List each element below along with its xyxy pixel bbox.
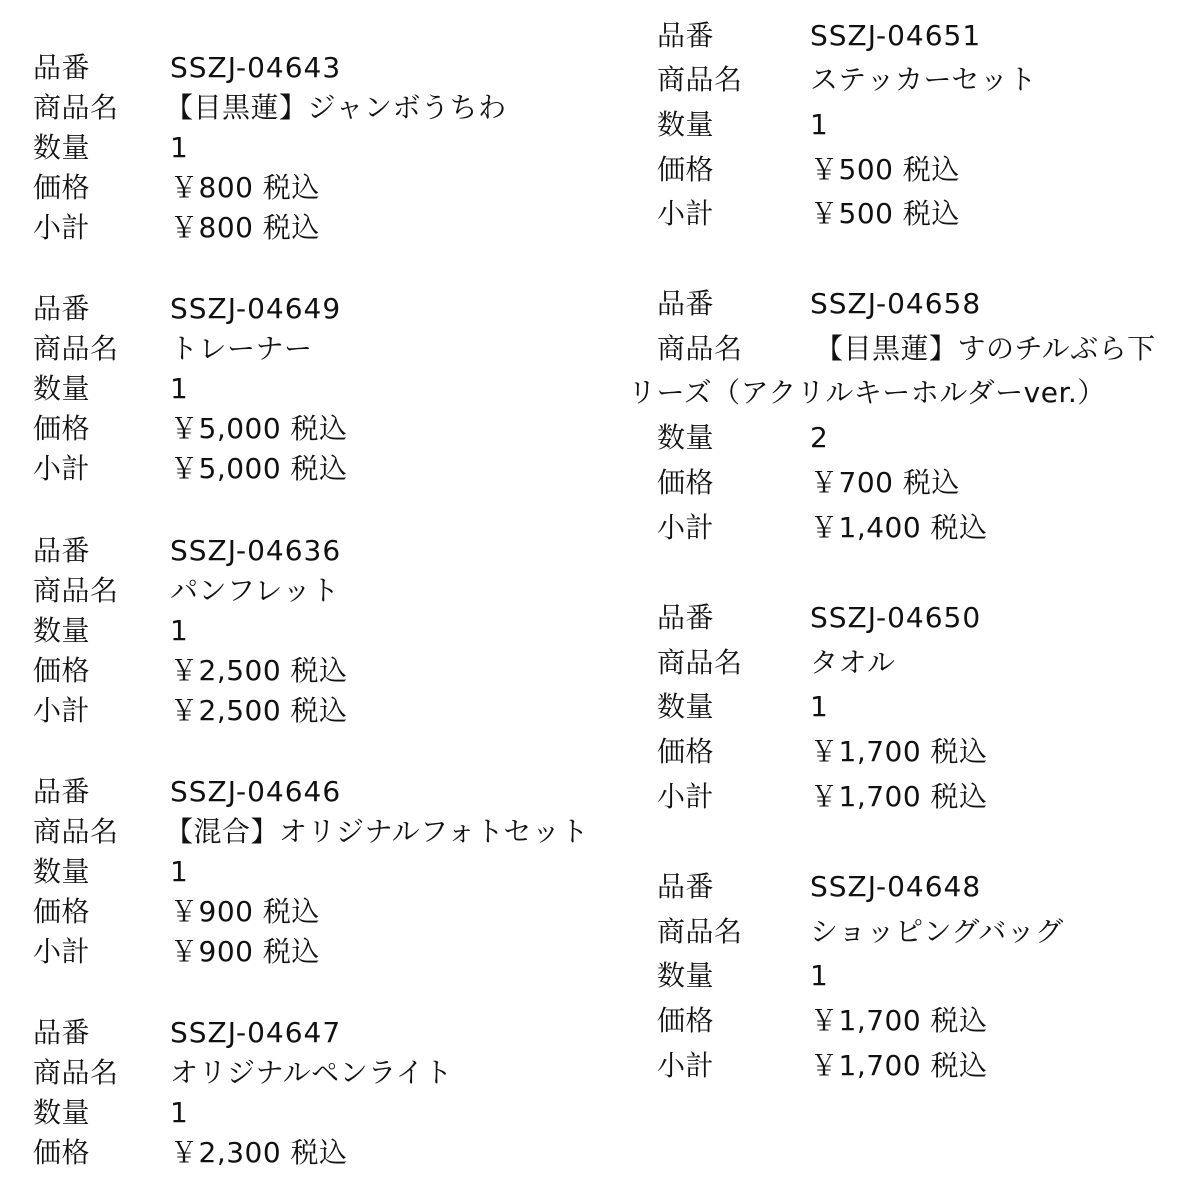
- product-name-value: トレーナー: [170, 332, 313, 365]
- item-number-label: 品番: [33, 292, 91, 325]
- quantity-value: 2: [810, 421, 829, 454]
- subtotal-label: 小計: [657, 1049, 715, 1082]
- quantity-label: 数量: [657, 108, 715, 141]
- price-label: 価格: [657, 153, 715, 186]
- item-number-label: 品番: [657, 601, 715, 634]
- item-number-label: 品番: [657, 870, 715, 903]
- product-name-label: 商品名: [33, 815, 119, 848]
- item-number-value: SSZJ-04636: [170, 534, 342, 567]
- quantity-value: 1: [170, 372, 189, 405]
- item-number-value: SSZJ-04646: [170, 775, 342, 808]
- price-label: 価格: [657, 1004, 715, 1037]
- price-label: 価格: [33, 654, 91, 687]
- price-value: ￥2,300 税込: [170, 1136, 348, 1169]
- item-number-value: SSZJ-04648: [810, 870, 982, 903]
- quantity-label: 数量: [657, 690, 715, 723]
- item-number-label: 品番: [33, 534, 91, 567]
- item-number-value: SSZJ-04650: [810, 601, 982, 634]
- quantity-label: 数量: [657, 959, 715, 992]
- item-number-label: 品番: [33, 1016, 91, 1049]
- quantity-label: 数量: [33, 855, 91, 888]
- product-name-value: オリジナルペンライト: [170, 1056, 453, 1089]
- subtotal-label: 小計: [33, 211, 91, 244]
- product-name-label: 商品名: [657, 63, 743, 96]
- item-number-label: 品番: [33, 775, 91, 808]
- subtotal-value: ￥900 税込: [170, 935, 320, 968]
- item-number-label: 品番: [33, 51, 91, 84]
- product-name-value: 【目黒蓮】ジャンボうちわ: [165, 91, 507, 124]
- subtotal-label: 小計: [657, 511, 715, 544]
- quantity-value: 1: [170, 1096, 189, 1129]
- subtotal-value: ￥1,400 税込: [810, 511, 988, 544]
- price-label: 価格: [33, 895, 91, 928]
- subtotal-value: ￥5,000 税込: [170, 452, 348, 485]
- quantity-value: 1: [810, 108, 829, 141]
- price-value: ￥500 税込: [810, 153, 960, 186]
- product-name-label: 商品名: [657, 332, 743, 365]
- product-name-label: 商品名: [33, 332, 119, 365]
- subtotal-label: 小計: [657, 197, 715, 230]
- product-name-value: パンフレット: [170, 574, 340, 607]
- quantity-label: 数量: [33, 372, 91, 405]
- price-value: ￥2,500 税込: [170, 654, 348, 687]
- price-value: ￥700 税込: [810, 466, 960, 499]
- subtotal-label: 小計: [33, 935, 91, 968]
- quantity-value: 1: [810, 690, 829, 723]
- price-value: ￥900 税込: [170, 895, 320, 928]
- item-number-value: SSZJ-04651: [810, 19, 982, 52]
- price-value: ￥5,000 税込: [170, 412, 348, 445]
- quantity-label: 数量: [33, 614, 91, 647]
- quantity-label: 数量: [657, 421, 715, 454]
- price-label: 価格: [657, 466, 715, 499]
- product-name-value: ステッカーセット: [810, 63, 1037, 96]
- subtotal-label: 小計: [657, 780, 715, 813]
- product-name-value: ショッピングバッグ: [810, 915, 1064, 948]
- subtotal-value: ￥800 税込: [170, 211, 320, 244]
- quantity-value: 1: [170, 855, 189, 888]
- product-name-value: タオル: [810, 646, 896, 679]
- product-name-value-line2: リーズ（アクリルキーホルダーver.）: [628, 376, 1106, 409]
- subtotal-label: 小計: [33, 452, 91, 485]
- subtotal-value: ￥2,500 税込: [170, 694, 348, 727]
- price-value: ￥800 税込: [170, 171, 320, 204]
- product-name-label: 商品名: [33, 574, 119, 607]
- product-name-label: 商品名: [33, 91, 119, 124]
- price-label: 価格: [33, 412, 91, 445]
- item-number-value: SSZJ-04658: [810, 287, 982, 320]
- subtotal-value: ￥500 税込: [810, 197, 960, 230]
- product-name-value: 【混合】オリジナルフォトセット: [165, 815, 589, 848]
- item-number-value: SSZJ-04649: [170, 292, 342, 325]
- quantity-label: 数量: [33, 131, 91, 164]
- quantity-label: 数量: [33, 1096, 91, 1129]
- subtotal-label: 小計: [33, 694, 91, 727]
- subtotal-value: ￥1,700 税込: [810, 780, 988, 813]
- price-label: 価格: [657, 735, 715, 768]
- price-label: 価格: [33, 1136, 91, 1169]
- product-name-label: 商品名: [33, 1056, 119, 1089]
- product-name-label: 商品名: [657, 915, 743, 948]
- subtotal-value: ￥1,700 税込: [810, 1049, 988, 1082]
- product-name-label: 商品名: [657, 646, 743, 679]
- item-number-label: 品番: [657, 287, 715, 320]
- quantity-value: 1: [810, 959, 829, 992]
- quantity-value: 1: [170, 131, 189, 164]
- item-number-value: SSZJ-04643: [170, 51, 342, 84]
- item-number-label: 品番: [657, 19, 715, 52]
- price-value: ￥1,700 税込: [810, 1004, 988, 1037]
- price-label: 価格: [33, 171, 91, 204]
- quantity-value: 1: [170, 614, 189, 647]
- price-value: ￥1,700 税込: [810, 735, 988, 768]
- product-name-value-line1: 【目黒蓮】すのチルぶら下: [815, 332, 1156, 365]
- item-number-value: SSZJ-04647: [170, 1016, 342, 1049]
